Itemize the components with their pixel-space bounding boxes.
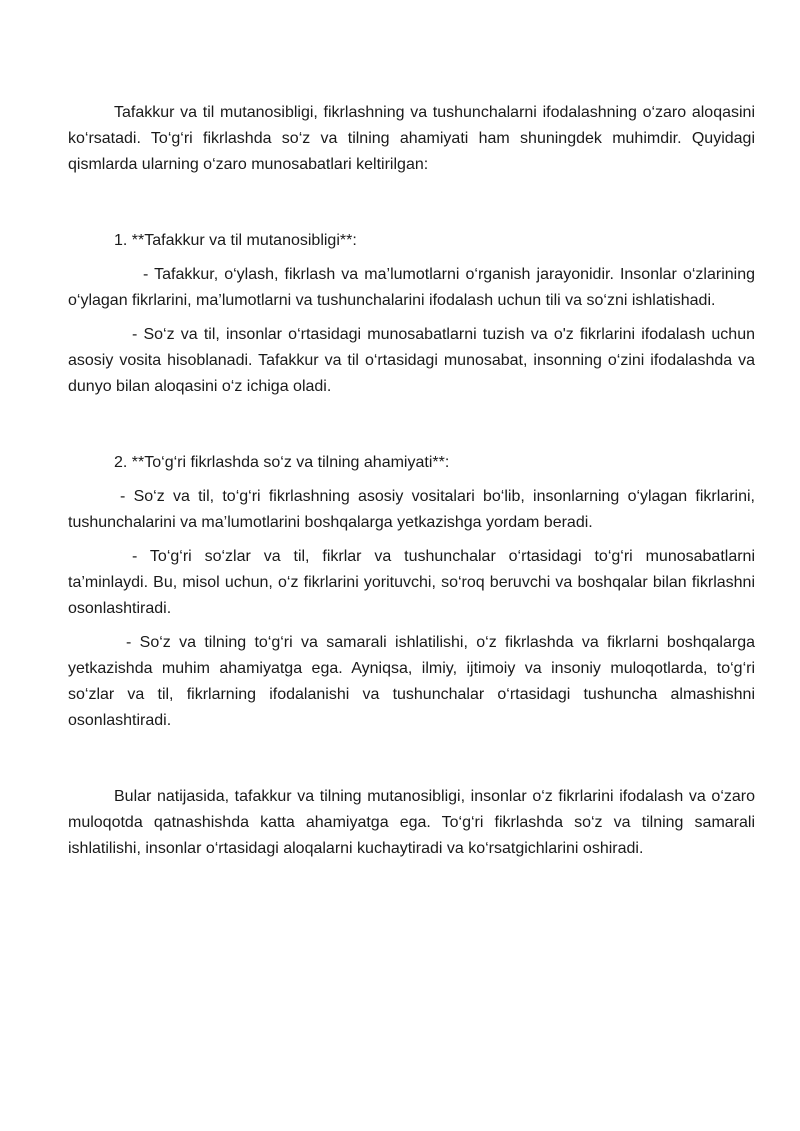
spacer: [68, 476, 755, 484]
section-2-bullet-1: - So‘z va til, to‘g‘ri fikrlashning asosiy vositalari bo‘lib, insonlarning o‘ylagan fikrlarini, tushunchalarini va ma’lumotlarini boshqalarga yetkazishga yordam beradi.: [68, 488, 755, 531]
intro-paragraph: Tafakkur va til mutanosibligi, fikrlashning va tushunchalarni ifodalashning o‘zaro aloqasini ko‘rsatadi. To‘g‘ri fikrlashda so‘z va tilning ahamiyati ham shuningdek muhimdir. Quyidagi qismlarda ularning o‘zaro munosabatlari keltirilgan:: [68, 104, 755, 173]
spacer: [68, 536, 755, 544]
spacer: [68, 254, 755, 262]
spacer: [68, 400, 755, 450]
section-2-bullet-2: - To‘g‘ri so‘zlar va til, fikrlar va tushunchalar o‘rtasidagi to‘g‘ri munosabatlarni ta’minlaydi. Bu, misol uchun, o‘z fikrlarini yorituvchi, so‘roq beruvchi va boshqalar bilan fikrlashni osonlashtiradi.: [68, 548, 755, 617]
section-heading-2: 2. **To‘g‘ri fikrlashda so‘z va tilning ahamiyati**:: [114, 454, 450, 471]
section-1-bullet-2: - So‘z va til, insonlar o‘rtasidagi munosabatlarni tuzish va o'z fikrlarini ifodalash uchun asosiy vosita hisoblanadi. Tafakkur va til o‘rtasidagi munosabat, insonning o‘zini ifodalashda va dunyo bilan aloqasini o‘z ichiga oladi.: [68, 326, 755, 395]
spacer: [68, 178, 755, 228]
spacer: [68, 314, 755, 322]
spacer: [68, 622, 755, 630]
section-1-bullet-1: - Tafakkur, o‘ylash, fikrlash va ma’lumotlarni o‘rganish jarayonidir. Insonlar o‘zlarining o‘ylagan fikrlarini, ma’lumotlarni va tushunchalarini ifodalash uchun tili va so‘zni ishlatishadi.: [68, 266, 755, 309]
conclusion-paragraph: Bular natijasida, tafakkur va tilning mutanosibligi, insonlar o‘z fikrlarini ifodalash va o‘zaro muloqotda qatnashishda katta ahamiyatga ega. To‘g‘ri fikrlashda so‘z va tilning samarali ishlatilishi, insonlar o‘rtasidagi aloqalarni kuchaytiradi va ko‘rsatgichlarini oshiradi.: [68, 788, 755, 857]
document-body: [68, 100, 755, 862]
section-2-bullet-3: - So‘z va tilning to‘g‘ri va samarali ishlatilishi, o‘z fikrlashda va fikrlarni boshqalarga yetkazishda muhim ahamiyatga ega. Ayniqsa, ilmiy, ijtimoiy va insoniy muloqotlarda, to‘g‘ri so‘zlar va til, fikrlarning ifodalanishi va tushunchalar o‘rtasidagi tushuncha almashishni osonlashtiradi.: [68, 634, 755, 729]
section-heading-1: 1. **Tafakkur va til mutanosibligi**:: [114, 232, 357, 249]
spacer: [68, 734, 755, 784]
